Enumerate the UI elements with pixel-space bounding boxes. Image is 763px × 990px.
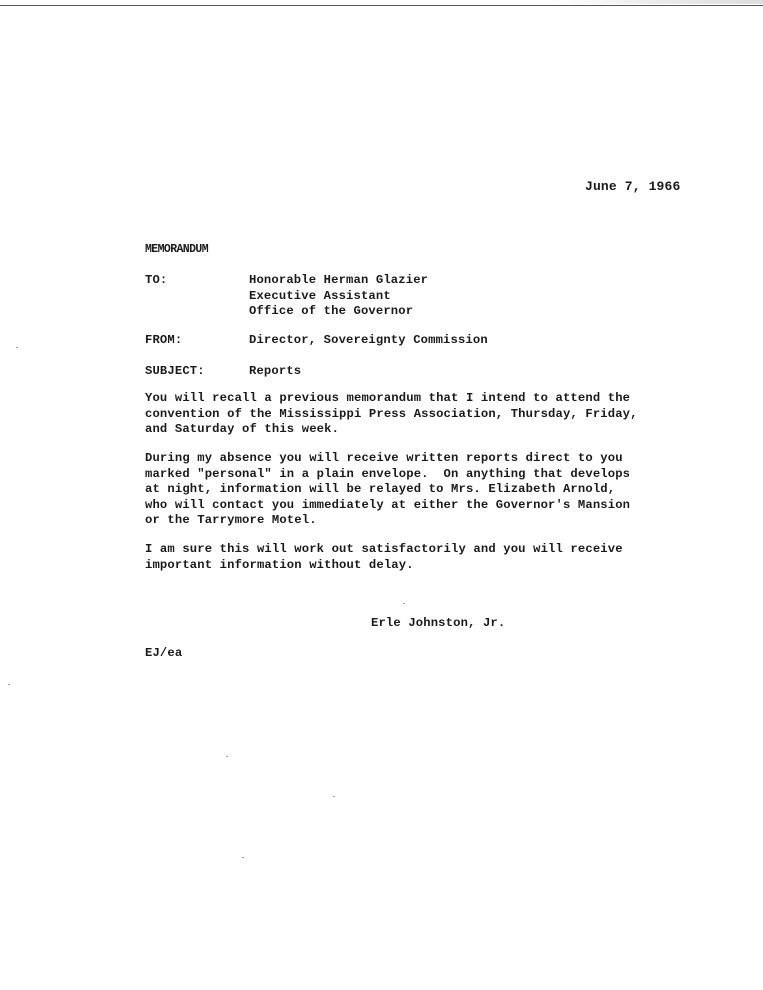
paragraph-line: convention of the Mississippi Press Association, Thursday, Friday, — [145, 406, 638, 421]
scan-speck — [226, 756, 228, 757]
memo-heading: MEMORANDUM — [145, 243, 209, 256]
paragraph-line: important information without delay. — [145, 557, 414, 572]
paragraph-line: During my absence you will receive written reports direct to you — [145, 451, 623, 465]
scan-speck — [242, 857, 244, 858]
typist-initials: EJ/ea — [145, 646, 183, 660]
scan-edge-shading — [0, 0, 763, 4]
scan-speck — [8, 684, 10, 685]
paragraph-line: marked "personal" in a plain envelope. On anything that develops — [145, 466, 631, 481]
from-value: Director, Sovereignty Commission — [249, 333, 488, 347]
scan-speck — [16, 347, 18, 348]
paragraph-line: I am sure this will work out satisfactorily and you will receive — [145, 542, 623, 556]
paragraph-line: You will recall a previous memorandum that I intend to attend the — [145, 391, 631, 405]
paragraph-line: at night, information will be relayed to Mrs. Elizabeth Arnold, — [145, 482, 616, 496]
to-recipient-block — [249, 273, 428, 320]
body-paragraph-3 — [145, 542, 623, 573]
subject-value: Reports — [249, 364, 302, 378]
to-line: Honorable Herman Glazier — [249, 273, 429, 287]
from-label: FROM: — [145, 333, 183, 347]
top-edge-line — [0, 5, 763, 6]
scan-speck — [403, 603, 405, 604]
scan-speck — [333, 796, 335, 797]
to-line: Executive Assistant — [249, 288, 391, 303]
memo-date: June 7, 1966 — [585, 179, 681, 194]
paragraph-line: who will contact you immediately at either the Governor's Mansion — [145, 497, 631, 512]
subject-label: SUBJECT: — [145, 364, 205, 378]
to-label: TO: — [145, 273, 168, 287]
paragraph-line: and Saturday of this week. — [145, 422, 340, 436]
paragraph-line: or the Tarrymore Motel. — [145, 513, 317, 527]
body-paragraph-1 — [145, 391, 638, 438]
signature-name: Erle Johnston, Jr. — [371, 616, 506, 630]
body-paragraph-2 — [145, 451, 630, 529]
to-line: Office of the Governor — [249, 304, 414, 318]
